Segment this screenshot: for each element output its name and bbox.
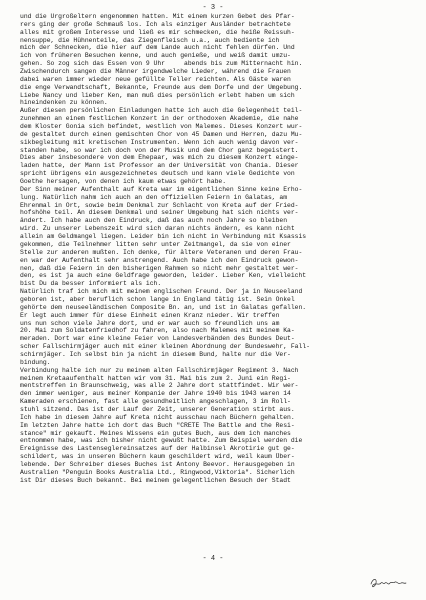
text-line: hofshöhe teil. An diesem Denkmal und seiner Umgebung hat sich nichts ver- bbox=[20, 209, 299, 217]
text-line: Ereignisse des Lastenseglereinsatzes auf der Halbinsel Akrotirie gut ge- bbox=[20, 445, 295, 453]
text-line: meinem Kretaaufenthalt hatten wir vom 31. Mai bis zum 2. Juni ein Regi- bbox=[20, 374, 291, 382]
text-line: laden hatte, der Mann ist Professor an der Universität von Chania. Dieser bbox=[20, 162, 299, 170]
text-line: meraden. Dort war eine kleine Feier von Landesverbänden des Bundes Deut- bbox=[20, 335, 295, 343]
text-line: Natürlich traf ich mich mit meinem englischen Freund. Der ja in Neuseeland bbox=[20, 288, 303, 296]
text-line: hineindenken zu können. bbox=[20, 99, 108, 107]
text-line: zunehmen an einem festlichen Konzert in der orthodoxen Akademie, die nahe bbox=[20, 115, 299, 123]
text-line: Ehrenmal in Ort, sowie beim Denkmal zur Schlacht von Kreta auf der Fried- bbox=[20, 201, 299, 209]
text-line: spricht übrigens ein ausgezeichnetes deutsch und kann viele Gedichte von bbox=[20, 170, 295, 178]
text-line: den immer weniger, aus meiner Kompanie der Jahre 1940 bis 1943 waren 14 bbox=[20, 390, 291, 398]
text-line: lebende. Der Schreiber dieses Buches ist Antony Beevor. Herausgegeben in bbox=[20, 460, 295, 468]
letter-body bbox=[20, 13, 412, 485]
text-line: stance" mir gekauft. Meines Wissens ein gutes Buch, aus dem ich manches bbox=[20, 429, 291, 437]
text-line: ist Dir dieses Buch bekannt. Bei meinem gelegentlichen Besuch der Stadt bbox=[20, 476, 291, 484]
page-number-bottom: - 4 - bbox=[202, 555, 224, 563]
text-line: Der Sinn meiner Aufenthalt auf Kreta war im eigentlichen Sinne keine Erho- bbox=[20, 185, 303, 193]
text-line: mich der Schnecken, die hier auf dem Lande auch nicht fehlen dürfen. Und bbox=[20, 44, 295, 52]
text-line: Er legt auch immer für diese Einheit einen Kranz nieder. Wir treffen bbox=[20, 311, 280, 319]
text-line: dabei waren immer wieder neue gefüllte Teller reichten. Als Gäste waren bbox=[20, 75, 291, 83]
text-line: ich von früheren Besuchen kenne, und auch genieße, und weiß damit umzu- bbox=[20, 52, 291, 60]
text-line: rers ging der große Schmauß los. Ich als einziger Ausländer betrachtete bbox=[20, 20, 291, 28]
text-line: gehörte dem neuseeländischen Composite Bn. an, und ist in Galatas gefallen. bbox=[20, 303, 307, 311]
text-line: mentstreffen in Braunschweig, was alle 2 Jahre dort stattfindet. Wir wer- bbox=[20, 382, 299, 390]
text-line: en war der Aufenthalt sehr anstrengend. Auch habe ich den Eindruck gewon- bbox=[20, 256, 299, 264]
text-line: Zwischendurch sangen die Männer irgendwelche Lieder, während die Frauen bbox=[20, 68, 291, 76]
text-line: wird. Zu unserer Lebenszeit wird sich daran nichts ändern, es kann nicht bbox=[20, 225, 295, 233]
text-line: gekommen, die Teilnehmer litten sehr unter Zeitmangel, da sie von einer bbox=[20, 240, 291, 248]
text-line: und die Urgroßeltern engenommen hatten. Mit einem kurzen Gebet des Pfar- bbox=[20, 13, 295, 20]
text-line: allein am Geldmangel liegen. Leider bin ich nicht in Verbindung mit Ksassis bbox=[20, 233, 307, 241]
text-line: uns nun schon viele Jahre dort, und er war auch so freundlich uns am bbox=[20, 319, 280, 327]
text-line: schildert, was in unseren Büchern kaum geschildert wird, weil kaum Über- bbox=[20, 453, 295, 461]
text-line: alles mit großem Interesse und ließ es mir schmecken, die heiße Reissuh- bbox=[20, 28, 295, 36]
text-line: Im letzten Jahre hatte ich dort das Buch "CRETE The Battle and the Resi- bbox=[20, 421, 295, 429]
text-line: die enge Verwandtschaft, Bekannte, Freunde aus dem Dorfe und der Umgebung. bbox=[20, 83, 303, 91]
text-line: Goethe hersagen, von denen ich kaum etwas gehört habe. bbox=[20, 178, 227, 186]
text-line: nen, daß die Feiern in den bisherigen Rahmen so nicht mehr gestaltet wer- bbox=[20, 264, 299, 272]
text-line: Kameraden erschienen, fast alle gesundheitlich angeschlagen, 3 im Roll- bbox=[20, 398, 291, 406]
page-number-top: - 3 - bbox=[202, 4, 224, 12]
text-line: Ich habe in diesem Jahre auf Kreta nicht ausschau nach Büchern gehalten. bbox=[20, 413, 295, 421]
text-line: scher Fallschirmjäger auch mit einer kleinen Abordnung der Bundeswehr, Fall- bbox=[20, 343, 310, 351]
text-line: lung. Natürlich nahm ich auch an den offiziellen Feiern in Galatas, am bbox=[20, 193, 288, 201]
text-line: de gestaltet durch einen gemischten Chor von 45 Damen und Herren, dazu Mu- bbox=[20, 130, 303, 138]
text-line: den, es ist ja auch eine Geldfrage geworden, leider. Lieber Ken, vielleicht bbox=[20, 272, 307, 280]
text-line: entnommen habe, was ich bisher nicht gewußt hatte. Zum Beispiel werden die bbox=[20, 437, 303, 445]
text-line: nensuppe, die Hühnenteile, das Ziegenfleisch u.a., auch bediente ich bbox=[20, 36, 280, 44]
text-line: dem Kloster Gonia sich befindet, westlich von Malemes. Dieses Konzert wur- bbox=[20, 123, 303, 131]
text-line: Australien "Penguin Books Australia Ltd., Ringwood,Viktoria". Sicherlich bbox=[20, 468, 295, 476]
text-line: sikbegleitung mit kretischen Instrumenten. Wenn ich auch wenig davon ver- bbox=[20, 138, 299, 146]
text-line: schirmjäger. Ich selbst bin ja nicht in diesem Bund, halte nur die Ver- bbox=[20, 350, 291, 358]
text-line: Dies aber insbesondere von dem Ehepaar, was mich zu diesem Konzert einge- bbox=[20, 154, 299, 162]
text-line: bist Du da besser informiert als ich. bbox=[20, 280, 162, 288]
text-line: ändert. Ich habe auch den Eindruck, daß das auch noch Jahre so bleiben bbox=[20, 217, 288, 225]
text-line: Verbindung halte ich nur zu meinem alten Fallschirmjäger Regiment 3. Nach bbox=[20, 366, 299, 374]
text-line: Außer diesen persönlichen Einladungen hatte ich auch die Gelegenheit teil- bbox=[20, 107, 303, 115]
text-line: Liebe Nancy und lieber Ken, man muß dies persönlich erlebt haben um sich bbox=[20, 91, 295, 99]
text-line: standen habe, so war ich doch von der Musik und dem Chor ganz begeistert. bbox=[20, 146, 299, 154]
signature-icon bbox=[368, 574, 408, 592]
text-line: stuhl sitzend. Das ist der Lauf der Zeit, unserer Generation stirbt aus. bbox=[20, 405, 295, 413]
text-line: geboren ist, aber beruflich schon lange in England tätig ist. Sein Onkel bbox=[20, 295, 295, 303]
text-line: Stelle zur anderen mußten. Ich denke, für ältere Veteranen und deren Frau- bbox=[20, 248, 303, 256]
text-line: gehen. So zog sich das Essen von 9 Uhr abends bis zum Mitternacht hin. bbox=[20, 60, 303, 68]
text-line: 20. Mai zum Soldatenfriedhof zu fahren, also nach Malemes mit meinem Ka- bbox=[20, 327, 295, 335]
text-line: bindung. bbox=[20, 358, 51, 366]
